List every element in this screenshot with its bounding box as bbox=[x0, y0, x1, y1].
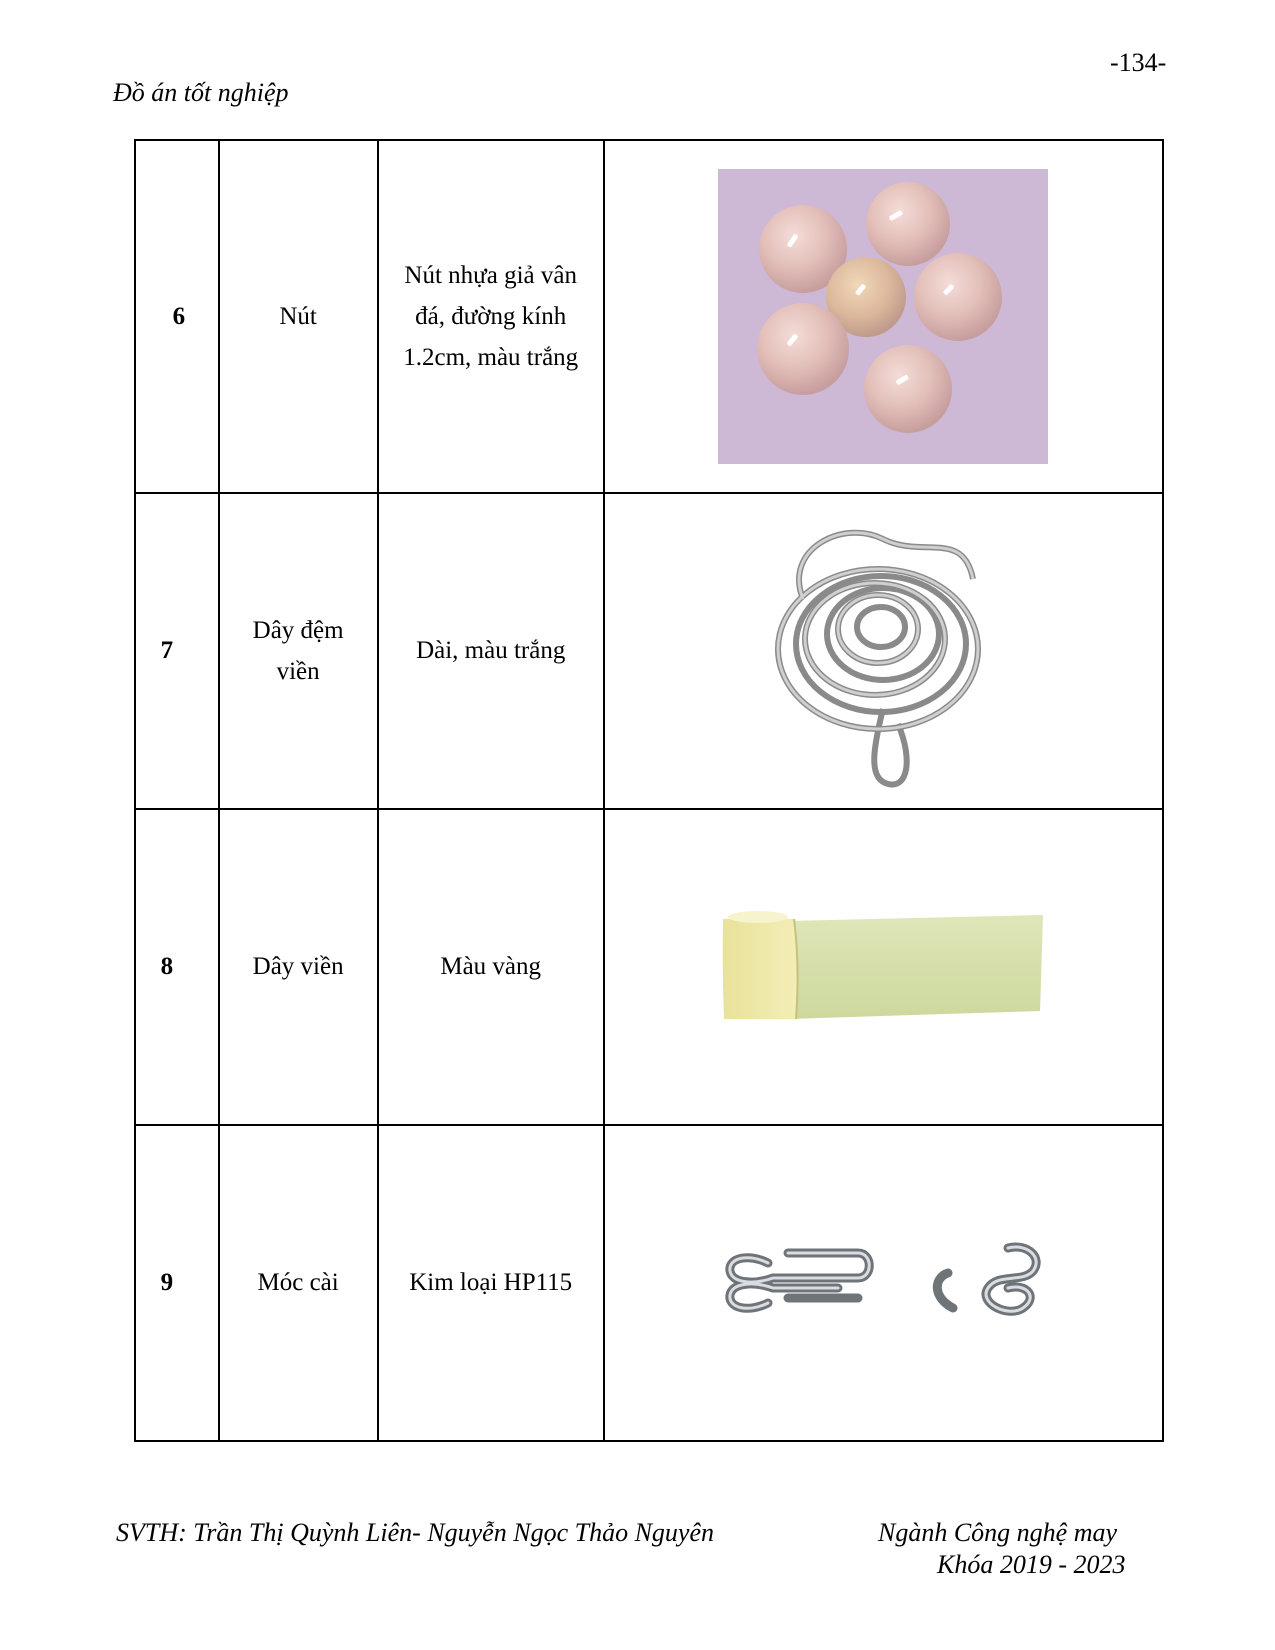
row-number: 6 bbox=[135, 140, 219, 493]
footer-course: Khóa 2019 - 2023 bbox=[937, 1550, 1126, 1579]
bias-tape-roll-photo bbox=[718, 907, 1048, 1027]
table-row bbox=[135, 809, 1163, 1125]
material-name: Nút bbox=[219, 140, 378, 493]
cord-coil-photo bbox=[763, 509, 1003, 794]
material-image-cell bbox=[604, 1125, 1163, 1441]
buttons-photo bbox=[718, 169, 1048, 464]
material-description: Dài, màu trắng bbox=[378, 493, 604, 809]
hook-and-eye-photo bbox=[708, 1223, 1058, 1343]
footer-major: Ngành Công nghệ may bbox=[878, 1518, 1118, 1547]
row-number: 7 bbox=[135, 493, 219, 809]
page-number: -134- bbox=[1110, 48, 1167, 77]
material-image-cell bbox=[604, 809, 1163, 1125]
materials-table bbox=[134, 139, 1164, 1442]
footer-students: SVTH: Trần Thị Quỳnh Liên- Nguyễn Ngọc Thảo Nguyên bbox=[116, 1518, 714, 1547]
table-row bbox=[135, 140, 1163, 493]
table-row bbox=[135, 493, 1163, 809]
material-description: Kim loại HP115 bbox=[378, 1125, 604, 1441]
table-row bbox=[135, 1125, 1163, 1441]
row-number: 9 bbox=[135, 1125, 219, 1441]
material-image-cell bbox=[604, 493, 1163, 809]
material-name: Dây viền bbox=[219, 809, 378, 1125]
material-name: Móc cài bbox=[219, 1125, 378, 1441]
material-image-cell bbox=[604, 140, 1163, 493]
material-name: Dây đệm viền bbox=[219, 493, 378, 809]
doc-title: Đồ án tốt nghiệp bbox=[113, 78, 289, 107]
row-number: 8 bbox=[135, 809, 219, 1125]
material-description: Màu vàng bbox=[378, 809, 604, 1125]
material-description: Nút nhựa giả vân đá, đường kính 1.2cm, màu trắng bbox=[378, 140, 604, 493]
